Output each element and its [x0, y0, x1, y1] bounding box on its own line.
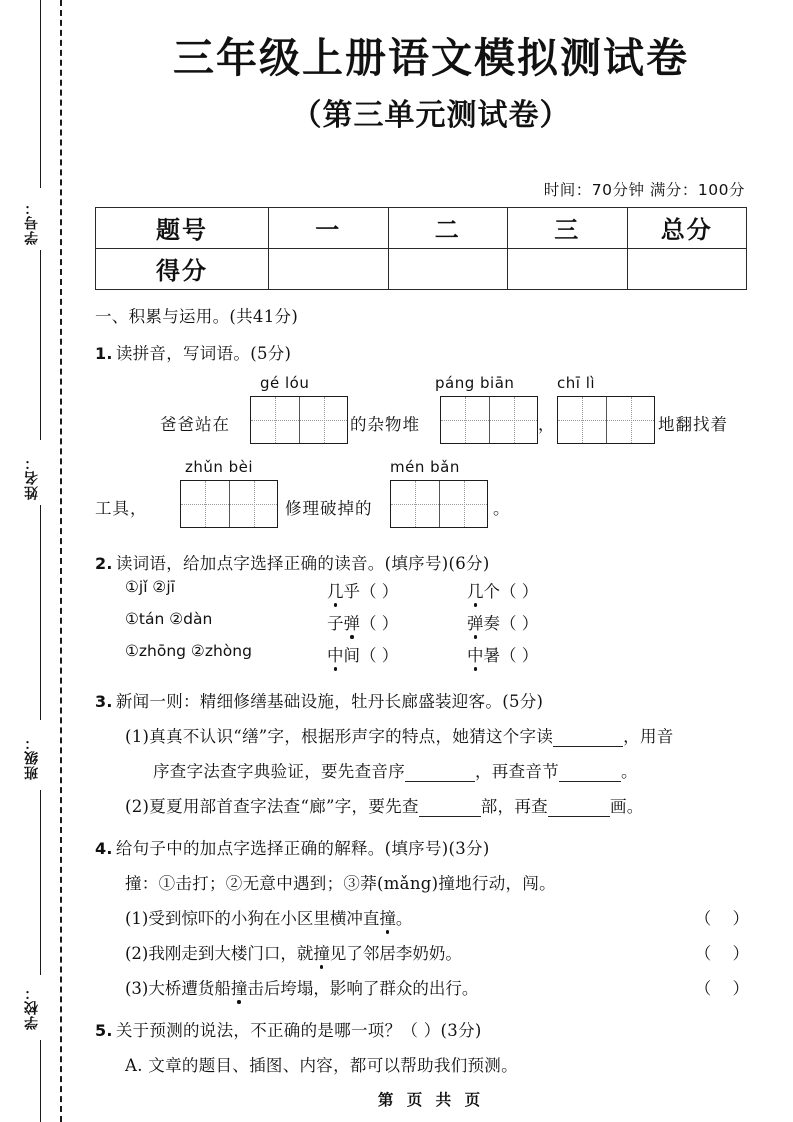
q3-blank-radical[interactable]: [419, 801, 481, 817]
question-4-gloss: 撞：①击打；②无意中遇到；③莽(mǎng)撞地行动，闯。: [125, 873, 556, 893]
pinyin-zhun-bei: zhǔn bèi: [185, 457, 254, 476]
score-table-col-1: 一: [269, 207, 389, 248]
q2-word-zidan-pre: 子: [327, 613, 344, 633]
q2-word-zidan[interactable]: [327, 610, 398, 634]
q2-word-tanzou-rest: 奏（ ）: [483, 613, 539, 633]
question-1-stem: [95, 340, 767, 364]
q1-line1-mid-text: 的杂物堆: [350, 414, 420, 434]
score-table-header-row: [96, 207, 747, 248]
tianzige-cell[interactable]: [558, 397, 606, 443]
question-4-item-2: [125, 940, 767, 964]
question-3-text: 新闻一则：精细修缮基础设施，牡丹长廊盛装迎客。(5分): [115, 691, 544, 711]
q1-line1-answer-row: [95, 396, 767, 446]
q4-item1-pre: (1)受到惊吓的小狗在小区里横冲直: [125, 908, 380, 928]
question-3-number: 3.: [95, 691, 113, 711]
dotted-char: 撞: [313, 940, 330, 964]
dotted-char: 撞: [231, 975, 248, 999]
tianzige-cell[interactable]: [251, 397, 299, 443]
dotted-char: 中: [467, 642, 484, 666]
margin-rule-4: [40, 790, 41, 975]
tianzige-cell[interactable]: [299, 397, 347, 443]
margin-dashed-fold-line: [60, 0, 62, 1122]
page-title: 三年级上册语文模拟测试卷: [173, 34, 689, 82]
question-3-sub-1-line-2: [153, 758, 767, 782]
dotted-char: 弹: [467, 610, 484, 634]
q2-word-jihu-rest: 乎（ ）: [343, 581, 399, 601]
pinyin-men-ban: mén bǎn: [390, 457, 460, 476]
q1-line2-pinyin-row: [95, 458, 767, 480]
pinyin-ge-lou: gé lóu: [260, 373, 310, 392]
dotted-char: 弹: [344, 610, 361, 634]
q2-options-2: ①tán ②dàn: [125, 609, 213, 628]
margin-rule-5: [40, 1040, 41, 1122]
score-cell-2[interactable]: [388, 248, 508, 289]
section-heading-1: 一、积累与运用。(共41分): [95, 306, 299, 326]
q3-blank-syllable[interactable]: [559, 766, 621, 782]
q4-item2-pre: (2)我刚走到大楼门口，就: [125, 943, 314, 963]
margin-rule-3: [40, 505, 41, 720]
question-2-stem: [95, 550, 767, 574]
q1-line1-pinyin-row: [95, 374, 767, 396]
question-5-number: 5.: [95, 1020, 113, 1040]
dotted-char: 几: [467, 578, 484, 602]
q4-answer-bracket-3[interactable]: （ ）: [694, 978, 757, 998]
tianzige-ge-lou[interactable]: [250, 396, 348, 444]
q4-item3-pre: (3)大桥遭货船: [125, 978, 231, 998]
q2-word-zidan-rest: （ ）: [360, 613, 399, 633]
margin-rule-2: [40, 250, 41, 440]
tianzige-men-ban[interactable]: [390, 480, 488, 528]
dotted-char: 几: [327, 578, 344, 602]
q1-line1-tail-text: 地翻找着: [658, 414, 728, 434]
q2-row-1: [95, 578, 767, 606]
tianzige-zhun-bei[interactable]: [180, 480, 278, 528]
question-3-sub-1-line-1: [125, 723, 767, 747]
score-table-row-label-number: 题号: [96, 207, 269, 248]
score-table-row-label-score: 得分: [96, 248, 269, 289]
q3-sub1-text-e: 。: [621, 761, 638, 781]
pinyin-pang-bian: páng biān: [435, 373, 515, 392]
question-4-item-3: [125, 975, 767, 999]
q4-answer-bracket-2[interactable]: （ ）: [694, 943, 757, 963]
margin-label-school: 学校：: [24, 985, 40, 1030]
q1-line2-period: 。: [493, 498, 511, 518]
margin-label-student-number: 学号：: [24, 200, 40, 245]
q1-line1-comma: ，: [538, 414, 556, 434]
question-4-stem: [95, 835, 767, 859]
q1-line2-answer-row: [95, 480, 767, 530]
question-5-stem: [95, 1017, 767, 1041]
question-1-number: 1.: [95, 343, 113, 363]
q4-item2-post: 见了邻居李奶奶。: [329, 943, 462, 963]
q2-word-jihu[interactable]: [327, 578, 398, 602]
question-1-text: 读拼音，写词语。(5分): [115, 343, 292, 363]
pinyin-chi-li: chī lì: [557, 373, 596, 392]
q2-row-3: [95, 642, 767, 670]
question-2-text: 读词语，给加点字选择正确的读音。(填序号)(6分): [115, 553, 490, 573]
q3-blank-strokes[interactable]: [548, 801, 610, 817]
score-table-col-total: 总分: [627, 207, 747, 248]
page-footer: 第 页 共 页: [377, 1091, 485, 1109]
q3-sub2-text-c: 画。: [609, 796, 644, 816]
q3-sub2-text-b: 部，再查: [480, 796, 548, 816]
q3-sub1-text-a: (1)真真不认识“缮”字，根据形声字的特点，她猜这个字读: [125, 726, 554, 746]
q2-options-1: ①jǐ ②jī: [125, 577, 175, 596]
score-cell-1[interactable]: [269, 248, 389, 289]
tianzige-pang-bian[interactable]: [440, 396, 538, 444]
q2-row-2: [95, 610, 767, 638]
question-4-item-1: [125, 905, 767, 929]
score-cell-total[interactable]: [627, 248, 747, 289]
q3-sub2-text-a: (2)夏夏用部首查字法查“廊”字，要先查: [125, 796, 419, 816]
q1-line2-lead-text: 工具，: [95, 498, 148, 518]
q4-item3-post: 击后垮塌，影响了群众的出行。: [247, 978, 479, 998]
page-subtitle: （第三单元测试卷）: [291, 97, 571, 133]
tianzige-cell[interactable]: [439, 481, 487, 527]
score-table-col-3: 三: [508, 207, 628, 248]
margin-label-student-name: 姓名：: [24, 455, 40, 500]
q3-sub1-text-b: ，用音: [623, 726, 674, 746]
q2-word-zhongshu-rest: 暑（ ）: [483, 645, 539, 665]
tianzige-cell[interactable]: [391, 481, 439, 527]
q2-word-zhongjian-rest: 间（ ）: [343, 645, 399, 665]
question-2-number: 2.: [95, 553, 113, 573]
q2-word-zhongshu[interactable]: [467, 642, 538, 666]
q3-sub1-text-d: ，再查音节: [475, 761, 559, 781]
question-3-sub-2: [125, 793, 767, 817]
question-5-option-a[interactable]: A. 文章的题目、插图、内容，都可以帮助我们预测。: [125, 1055, 518, 1075]
tianzige-cell[interactable]: [181, 481, 229, 527]
tianzige-cell[interactable]: [441, 397, 489, 443]
question-4-number: 4.: [95, 838, 113, 858]
q3-blank-initial[interactable]: [405, 766, 475, 782]
score-table: [95, 207, 747, 290]
dotted-char: 中: [327, 642, 344, 666]
q4-item1-post: 。: [395, 908, 413, 928]
score-table-score-row: [96, 248, 747, 289]
dotted-char: 撞: [379, 905, 396, 929]
tianzige-cell[interactable]: [606, 397, 654, 443]
question-5-text: 关于预测的说法，不正确的是哪一项？（ ）(3分): [115, 1020, 482, 1040]
q2-options-3: ①zhōng ②zhòng: [125, 641, 252, 660]
q2-word-jige[interactable]: [467, 578, 538, 602]
q1-line1-lead-text: 爸爸站在: [160, 414, 230, 434]
score-table-col-2: 二: [388, 207, 508, 248]
tianzige-chi-li[interactable]: [557, 396, 655, 444]
tianzige-cell[interactable]: [489, 397, 537, 443]
q3-sub1-text-c: 序查字法查字典验证，要先查音序: [153, 761, 405, 781]
exam-meta-info: 时间：70分钟 满分：100分: [543, 180, 745, 199]
q3-blank-pronunciation[interactable]: [553, 731, 623, 747]
exam-paper-body: [95, 0, 767, 1122]
margin-label-class: 班级：: [24, 735, 40, 780]
q2-word-tanzou[interactable]: [467, 610, 538, 634]
tianzige-cell[interactable]: [229, 481, 277, 527]
q2-word-jige-rest: 个（ ）: [483, 581, 539, 601]
margin-rule-1: [40, 0, 41, 188]
q2-word-zhongjian[interactable]: [327, 642, 398, 666]
q1-line2-mid-text: 修理破掉的: [285, 498, 373, 518]
question-3-stem: [95, 688, 767, 712]
q4-answer-bracket-1[interactable]: （ ）: [694, 908, 757, 928]
score-cell-3[interactable]: [508, 248, 628, 289]
question-4-text: 给句子中的加点字选择正确的解释。(填序号)(3分): [115, 838, 490, 858]
